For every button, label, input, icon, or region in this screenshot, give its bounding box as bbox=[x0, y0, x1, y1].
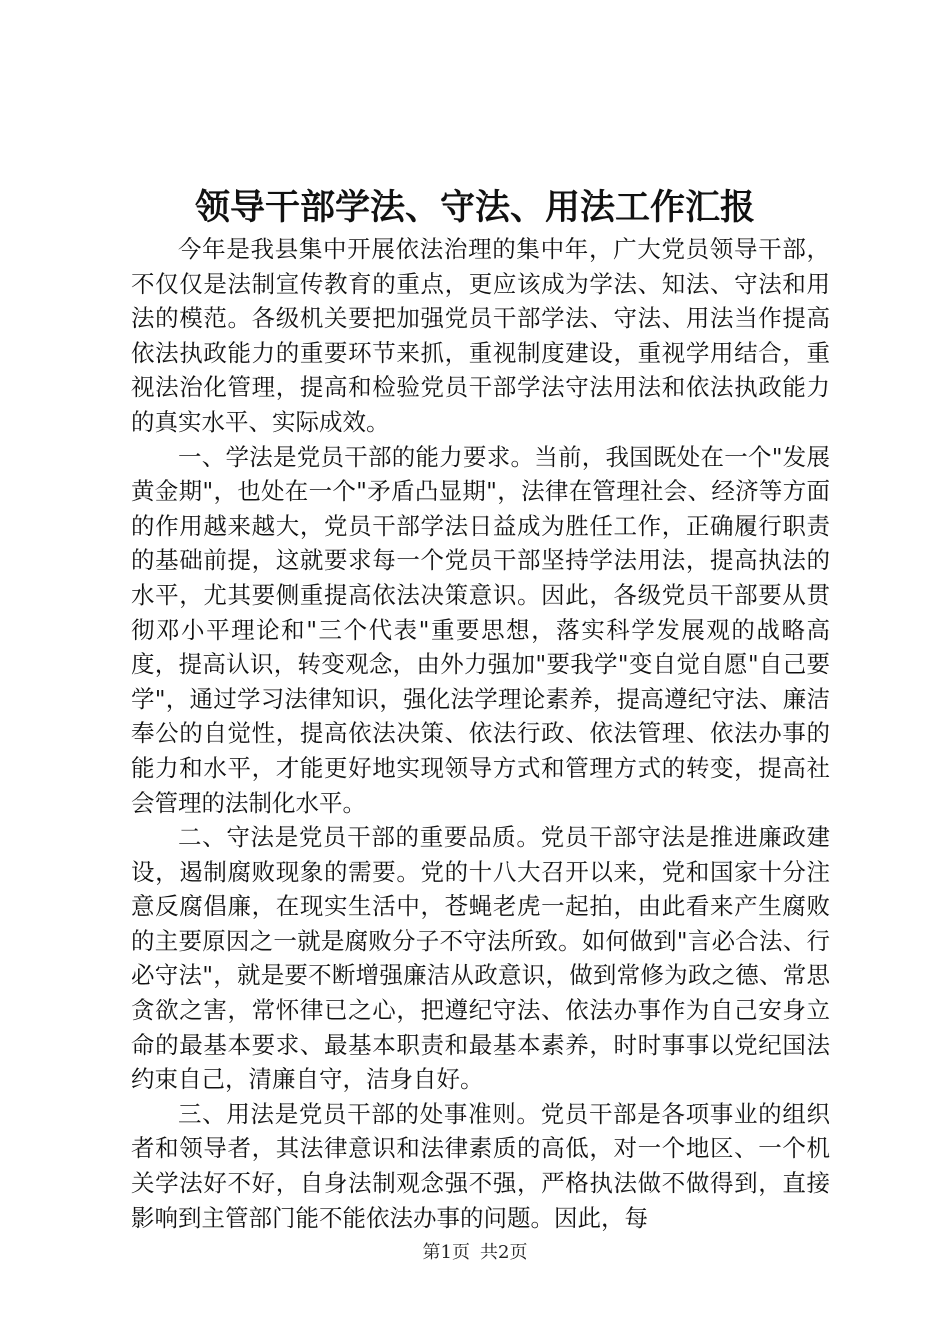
document-title: 领导干部学法、守法、用法工作汇报 bbox=[194, 187, 755, 228]
document-body bbox=[131, 232, 830, 1235]
paragraph-section-2: 二、守法是党员干部的重要品质。党员干部守法是推进廉政建设，遏制腐败现象的需要。党的十八大召开以来，党和国家十分注意反腐倡廉，在现实生活中，苍蝇老虎一起拍，由此看来产生腐败的主要原因之一就是腐败分子不守法所致。如何做到"言必合法、行必守法"，就是要不断增强廉洁从政意识，做到常修为政之德、常思贪欲之害，常怀律已之心，把遵纪守法、依法办事作为自己安身立命的最基本要求、最基本职责和最基本素养，时时事事以党纪国法约束自己，清廉自守，洁身自好。 bbox=[131, 823, 830, 1094]
paragraph-section-3: 三、用法是党员干部的处事准则。党员干部是各项事业的组织者和领导者，其法律意识和法律素质的高低，对一个地区、一个机关学法好不好，自身法制观念强不强，严格执法做不做得到，直接影响到主管部门能不能依法办事的问题。因此，每 bbox=[131, 1099, 830, 1232]
page-total: 共2页 bbox=[480, 1242, 528, 1263]
page-number: 第1页 bbox=[422, 1242, 470, 1263]
paragraph-intro: 今年是我县集中开展依法治理的集中年，广大党员领导干部，不仅仅是法制宣传教育的重点，更应该成为学法、知法、守法和用法的模范。各级机关要把加强党员干部学法、守法、用法当作提高依法执政能力的重要环节来抓，重视制度建设，重视学用结合，重视法治化管理，提高和检验党员干部学法守法用法和依法执政能力的真实水平、实际成效。 bbox=[131, 235, 830, 436]
paragraph-section-1: 一、学法是党员干部的能力要求。当前，我国既处在一个"发展黄金期"，也处在一个"矛盾凸显期"，法律在管理社会、经济等方面的作用越来越大，党员干部学法日益成为胜任工作，正确履行职责的基础前提，这就要求每一个党员干部坚持学法用法，提高执法的水平，尤其要侧重提高依法决策意识。因此，各级党员干部要从贯彻邓小平理论和"三个代表"重要思想，落实科学发展观的战略高度，提高认识，转变观念，由外力强加"要我学"变自觉自愿"自己要学"，通过学习法律知识，强化法学理论素养，提高遵纪守法、廉洁奉公的自觉性，提高依法决策、依法行政、依法管理、依法办事的能力和水平，才能更好地实现领导方式和管理方式的转变，提高社会管理的法制化水平。 bbox=[131, 442, 830, 817]
page-footer bbox=[0, 1240, 950, 1266]
